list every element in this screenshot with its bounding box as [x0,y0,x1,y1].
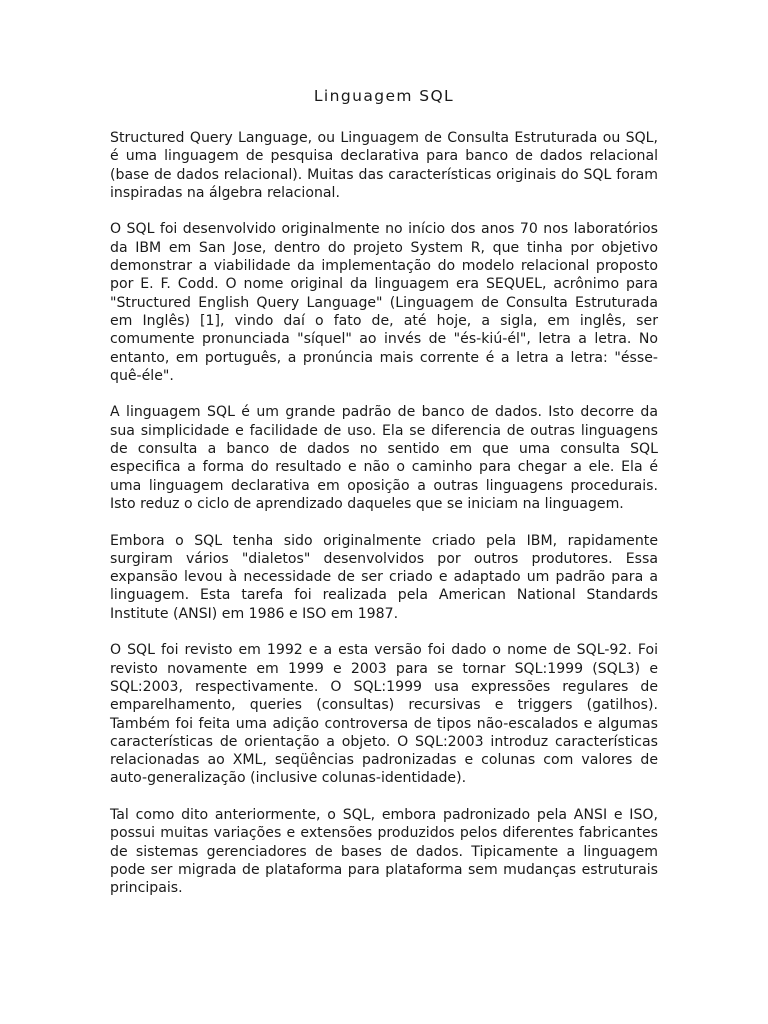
paragraph-history: O SQL foi desenvolvido originalmente no início dos anos 70 nos laboratórios da IBM em San Jose, dentro do projeto System R, que tinha por objetivo demonstrar a viabilidade da implementação do modelo relacional proposto por E. F. Codd. O nome original da linguagem era SEQUEL, acrônimo para "Structured English Query Language" (Linguagem de Consulta Estruturada em Inglês) [1], vindo daí o fato de, até hoje, a sigla, em inglês, ser comumente pronunciada "síquel" ao invés de "és-kiú-él", letra a letra. No entanto, em português, a pronúncia mais corrente é a letra a letra: "ésse-quê-éle". [110,221,658,384]
paragraph-intro: Structured Query Language, ou Linguagem de Consulta Estruturada ou SQL, é uma linguagem de pesquisa declarativa para banco de dados relacional (base de dados relacional). Muitas das características originais do SQL foram inspiradas na álgebra relacional. [110,130,658,201]
paragraph-dialects: Embora o SQL tenha sido originalmente criado pela IBM, rapidamente surgiram vários "dialetos" desenvolvidos por outros produtores. Essa expansão levou à necessidade de ser criado e adaptado um padrão para a linguagem. Esta tarefa foi realizada pela American National Standards Institute (ANSI) em 1986 e ISO em 1987. [110,532,658,622]
paragraph-standard: A linguagem SQL é um grande padrão de banco de dados. Isto decorre da sua simplicidade e facilidade de uso. Ela se diferencia de outras linguagens de consulta a banco de dados no sentido em que uma consulta SQL especifica a forma do resultado e não o caminho para chegar a ele. Ela é uma linguagem declarativa em oposição a outras linguagens procedurais. Isto reduz o ciclo de aprendizado daqueles que se iniciam na linguagem. [110,404,658,512]
paragraph-revisions: O SQL foi revisto em 1992 e a esta versão foi dado o nome de SQL-92. Foi revisto novamente em 1999 e 2003 para se tornar SQL:1999 (SQL3) e SQL:2003, respectivamente. O SQL:1999 usa expressões regulares de emparelhamento, queries (consultas) recursivas e triggers (gatilhos). Também foi feita uma adição controversa de tipos não-escalados e algumas características de orientação a objeto. O SQL:2003 introduz características relacionadas ao XML, seqüências padronizadas e colunas com valores de auto-generalização (inclusive colunas-identidade). [110,642,658,787]
document-title: Linguagem SQL [313,87,455,105]
document-page [110,86,658,916]
paragraph-variations: Tal como dito anteriormente, o SQL, embora padronizado pela ANSI e ISO, possui muitas variações e extensões produzidos pelos diferentes fabricantes de sistemas gerenciadores de bases de dados. Tipicamente a linguagem pode ser migrada de plataforma para plataforma sem mudanças estruturais principais. [110,806,658,897]
